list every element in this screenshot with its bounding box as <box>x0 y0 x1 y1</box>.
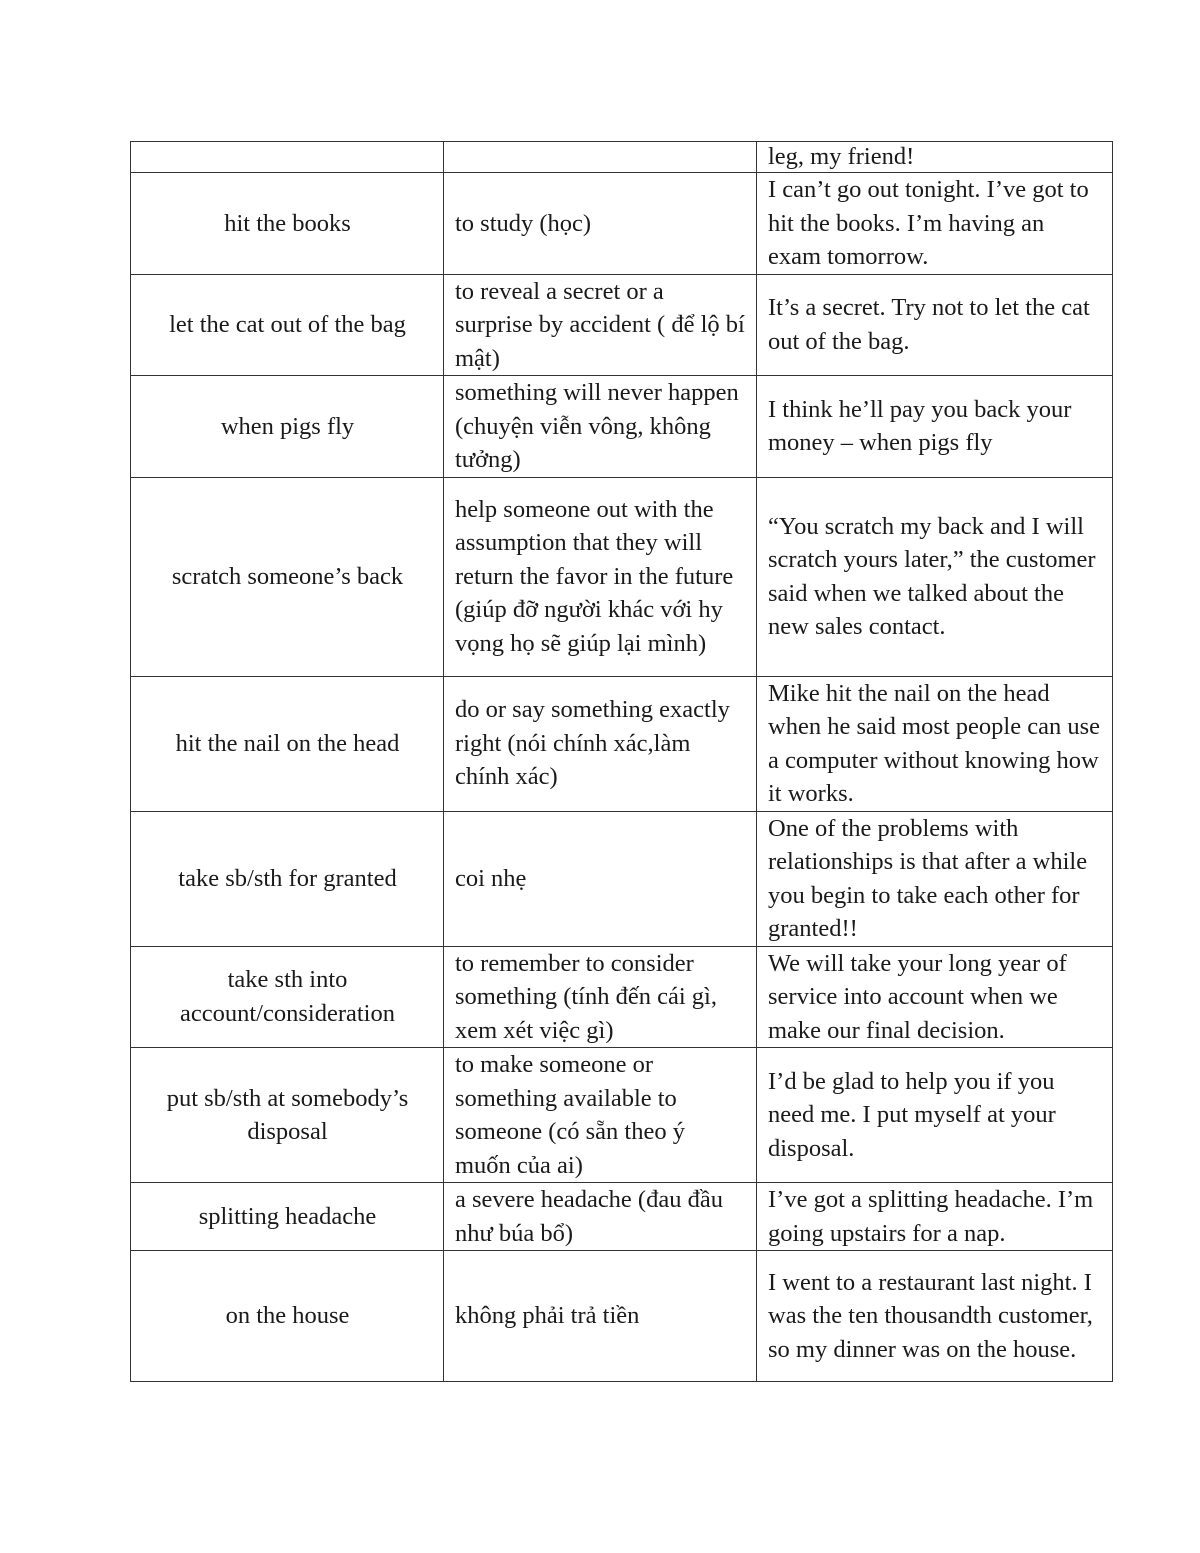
meaning-cell <box>444 142 757 173</box>
meaning-cell: do or say something exactly right (nói chính xác,làm chính xác) <box>444 676 757 811</box>
idiom-cell: when pigs fly <box>131 376 444 478</box>
example-cell: I went to a restaurant last night. I was the ten thousandth customer, so my dinner was on the house. <box>757 1251 1113 1382</box>
idioms-table <box>130 141 1113 1382</box>
meaning-cell: help someone out with the assumption that they will return the favor in the future (giúp đỡ người khác với hy vọng họ sẽ giúp lại mình) <box>444 477 757 676</box>
meaning-cell: something will never happen (chuyện viễn vông, không tưởng) <box>444 376 757 478</box>
table-row <box>131 1048 1113 1183</box>
table-row <box>131 676 1113 811</box>
idiom-cell <box>131 142 444 173</box>
example-cell: One of the problems with relationships is that after a while you begin to take each other for granted!! <box>757 811 1113 946</box>
meaning-cell: coi nhẹ <box>444 811 757 946</box>
idiom-cell: put sb/sth at somebody’s disposal <box>131 1048 444 1183</box>
example-cell: I think he’ll pay you back your money – when pigs fly <box>757 376 1113 478</box>
example-cell: Mike hit the nail on the head when he said most people can use a computer without knowing how it works. <box>757 676 1113 811</box>
table-row <box>131 477 1113 676</box>
idiom-cell: on the house <box>131 1251 444 1382</box>
example-cell: I’d be glad to help you if you need me. I put myself at your disposal. <box>757 1048 1113 1183</box>
example-cell: leg, my friend! <box>757 142 1113 173</box>
table-row-continued <box>131 142 1113 173</box>
meaning-cell: to make someone or something available to someone (có sẵn theo ý muốn của ai) <box>444 1048 757 1183</box>
example-cell: We will take your long year of service into account when we make our final decision. <box>757 946 1113 1048</box>
meaning-cell: to reveal a secret or a surprise by accident ( để lộ bí mật) <box>444 274 757 376</box>
table-row <box>131 1183 1113 1251</box>
idiom-cell: scratch someone’s back <box>131 477 444 676</box>
meaning-cell: to remember to consider something (tính đến cái gì, xem xét việc gì) <box>444 946 757 1048</box>
table-row <box>131 173 1113 275</box>
table-row <box>131 946 1113 1048</box>
table-row <box>131 1251 1113 1382</box>
example-cell: “You scratch my back and I will scratch yours later,” the customer said when we talked about the new sales contact. <box>757 477 1113 676</box>
idiom-cell: hit the books <box>131 173 444 275</box>
idiom-cell: take sb/sth for granted <box>131 811 444 946</box>
meaning-cell: to study (học) <box>444 173 757 275</box>
idiom-cell: hit the nail on the head <box>131 676 444 811</box>
table-row <box>131 376 1113 478</box>
idiom-cell: take sth into account/consideration <box>131 946 444 1048</box>
example-cell: It’s a secret. Try not to let the cat out of the bag. <box>757 274 1113 376</box>
example-cell: I can’t go out tonight. I’ve got to hit the books. I’m having an exam tomorrow. <box>757 173 1113 275</box>
idiom-cell: splitting headache <box>131 1183 444 1251</box>
meaning-cell: a severe headache (đau đầu như búa bổ) <box>444 1183 757 1251</box>
idiom-cell: let the cat out of the bag <box>131 274 444 376</box>
table-row <box>131 811 1113 946</box>
table-row <box>131 274 1113 376</box>
meaning-cell: không phải trả tiền <box>444 1251 757 1382</box>
example-cell: I’ve got a splitting headache. I’m going upstairs for a nap. <box>757 1183 1113 1251</box>
